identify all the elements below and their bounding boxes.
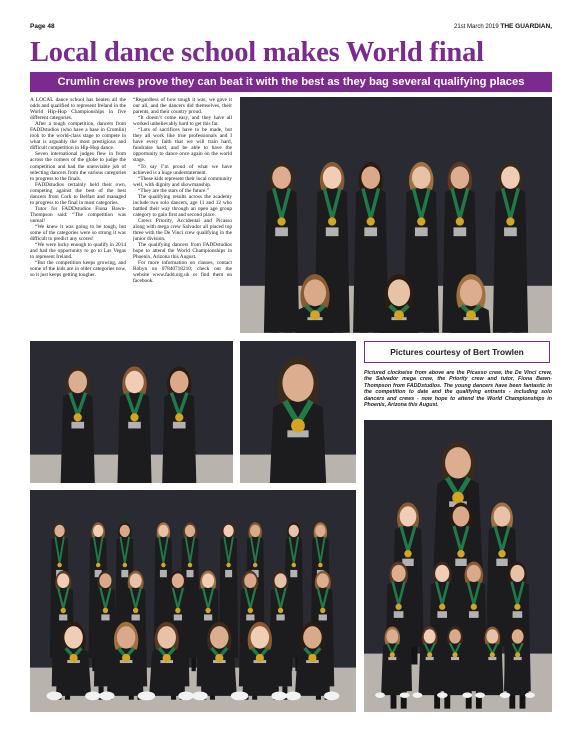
dancer-face <box>64 626 82 648</box>
photo-scene <box>240 341 356 483</box>
medal <box>69 654 77 662</box>
article-paragraph: “It doesn’t come easy, and they have all worked unbelievably hard to get this far. <box>133 115 232 128</box>
dancer-hoodie <box>117 392 152 483</box>
medal <box>133 608 138 613</box>
hoodie-logo <box>326 227 339 236</box>
dancer-hoodie <box>162 392 197 483</box>
dancer-shoe <box>525 692 535 698</box>
medal <box>96 563 101 568</box>
dancer-shoe <box>285 691 300 700</box>
article-paragraph: Tutor for FADDstudios Fiona Bawn-Thompson said: “The competition was unreal! <box>30 205 126 224</box>
dancer-face <box>510 565 524 582</box>
article-paragraph: “Lots of sacrifices have to be made, but they all work like true professionals and I have every faith that we will train hard, fundraise hard, and be able to have the opportunity to dance once again on the world stage. <box>133 127 232 164</box>
hoodie-logo <box>319 614 327 620</box>
dancer-face <box>323 166 342 189</box>
photo-scene <box>364 420 552 712</box>
dancer-shoe <box>140 691 155 700</box>
medal <box>205 608 210 613</box>
dancer-hoodie <box>481 643 503 695</box>
medal <box>328 217 336 225</box>
page-number: Page 48 <box>30 23 55 30</box>
article-paragraph: A LOCAL dance school has beaten all the odds and qualified to represent Ireland in the World Hip-Hop Championships in five different categories. <box>30 97 126 122</box>
article-paragraph: Seven international judges flew in from across the corners of the globe to judge the competition and had the unenviable job of selecting dancers from the various categories to progress to the finals. <box>30 151 126 182</box>
dancer-face <box>486 629 498 643</box>
medal <box>253 563 258 568</box>
dancer-face <box>392 565 406 582</box>
dancer-face <box>93 525 103 537</box>
medal <box>278 608 283 613</box>
article-paragraph: “But the competition keeps growing, and some of the kids are in older categories now, so it just keeps getting tougher. <box>30 260 126 279</box>
photo-salvador-mega-crew <box>30 490 356 712</box>
subheadline: Crumlin crews prove they can beat it with the best as they bag several qualifying places <box>30 72 552 92</box>
hoodie-logo <box>121 570 128 577</box>
hoodie-logo <box>160 570 167 577</box>
dancer-shoe <box>438 692 448 698</box>
medal <box>161 563 166 568</box>
dancer-hoodie <box>381 643 403 695</box>
page-date <box>454 23 552 30</box>
dancer-face <box>424 629 436 643</box>
dancer-face <box>223 525 233 537</box>
dancer-face <box>494 506 511 526</box>
dancer-face <box>304 279 326 306</box>
medal <box>515 652 520 657</box>
medal <box>215 654 223 662</box>
photo-scene <box>240 97 552 333</box>
hoodie-logo <box>469 611 479 618</box>
dancer-face <box>289 525 299 537</box>
medal <box>130 413 138 421</box>
article-paragraph: “They are the stars of the future.” <box>138 187 210 194</box>
medal <box>471 604 477 610</box>
dancer-face <box>130 573 142 588</box>
medal <box>226 563 231 568</box>
dancer-hoodie <box>264 188 299 333</box>
medal <box>427 652 432 657</box>
medal <box>175 608 180 613</box>
dancer-shoe <box>500 692 510 698</box>
hoodie-logo <box>455 559 466 566</box>
medal <box>188 563 193 568</box>
medal <box>367 217 375 225</box>
dancer-face <box>158 525 168 537</box>
dancer-hoodie <box>506 643 528 695</box>
hoodie-logo <box>437 611 447 618</box>
hoodie-logo <box>101 614 109 620</box>
article-column-2 <box>133 97 232 337</box>
article-paragraph: Crews Priority, Accidental and Picasso along with mega crew Salvador all placed top three with the De Vinci crew qualifying in the junior division. <box>133 217 232 243</box>
dancer-shoe <box>375 692 385 698</box>
dancer-face <box>460 279 482 306</box>
dancer-shoe <box>271 691 286 700</box>
medal <box>61 608 66 613</box>
dancer-face <box>315 525 325 537</box>
dancer-leg <box>192 658 196 671</box>
dancer-face <box>120 525 130 537</box>
medal <box>277 217 285 225</box>
medal <box>394 310 404 320</box>
hoodie-logo <box>513 611 523 618</box>
photo-scene <box>30 490 356 712</box>
medal <box>452 492 463 503</box>
dancer-face <box>412 166 431 189</box>
article-paragraph: “To say I’m proud of what we have achieved is a huge understatement. <box>133 163 232 176</box>
hoodie-logo <box>364 227 377 236</box>
dancer-hoodie <box>493 188 528 333</box>
dancer-face <box>251 626 269 648</box>
dancer-face <box>170 371 189 393</box>
hoodie-logo <box>290 570 297 577</box>
dancer-shoe <box>99 691 114 700</box>
dancer-face <box>272 166 291 189</box>
medal <box>291 419 305 433</box>
dancer-face <box>57 573 69 588</box>
article-paragraph: “We were lucky enough to qualify in 2014 and had the opportunity to go to Las Vegas to represent Ireland. <box>30 242 126 261</box>
headline: Local dance school makes World final <box>30 37 484 68</box>
photo-scene <box>30 341 233 483</box>
dancer-face <box>400 506 417 526</box>
dancer-shoe <box>178 691 193 700</box>
hoodie-logo <box>415 227 428 236</box>
dancer-shoe <box>475 692 485 698</box>
dancer-face <box>68 371 87 393</box>
hoodie-logo <box>496 559 507 566</box>
medal <box>103 608 108 613</box>
dancer-face <box>244 573 256 588</box>
article-paragraph: “Regardless of how tough it was, we gave it our all, and the dancers did themselves, their parents, and their country proud. <box>133 97 232 116</box>
article-paragraph: The qualifying dancers from FADDstudios hope to attend the World Championships in Phoenix, Arizona this August. <box>133 242 232 261</box>
medal <box>175 413 183 421</box>
dancer-face <box>467 565 481 582</box>
medal <box>248 608 253 613</box>
hoodie-logo <box>454 227 467 236</box>
medal <box>404 550 411 557</box>
hoodie-logo <box>59 614 67 620</box>
hoodie-logo <box>275 227 288 236</box>
medal <box>514 604 520 610</box>
article-column-1 <box>30 97 126 337</box>
issue-date: 21st March 2019 <box>453 24 499 30</box>
hoodie-logo <box>128 422 141 429</box>
dancer-shoe <box>85 691 100 700</box>
medal <box>452 652 457 657</box>
dancer-face <box>99 573 111 588</box>
hoodie-logo <box>204 614 212 620</box>
page-header <box>30 22 552 34</box>
hoodie-logo <box>174 614 182 620</box>
medal <box>498 550 505 557</box>
dancer-face <box>157 626 175 648</box>
dancer-shoe <box>47 691 62 700</box>
dancer-shoe <box>462 692 472 698</box>
medal <box>466 310 476 320</box>
hoodie-logo <box>132 614 140 620</box>
medal <box>417 217 425 225</box>
dancer-face <box>172 573 184 588</box>
dancer-shoe <box>400 692 410 698</box>
dancer-face <box>453 506 470 526</box>
dancer-face <box>512 629 524 643</box>
hoodie-logo <box>276 614 284 620</box>
photo-picasso-crew <box>240 97 552 333</box>
article-paragraph: “We knew it was going to be tough, but some of the categories were so strong it was difficult to predict any scores! <box>30 223 126 243</box>
hoodie-logo <box>187 570 194 577</box>
photo-caption: Pictured clockwise from above are the Picasso crew, the De Vinci crew, the Salvador mega crew, the Priority crew and tutor, Fiona Bawn-Thompson from FADDstudios. The young dancers have been fantastic in the competition to date and the qualifying entrants - including solo dancers and crews - now hope to attend the World Championships in Phoenix, Arizona this August. <box>364 370 552 409</box>
photo-priority-crew <box>364 420 552 712</box>
hoodie-logo <box>504 227 517 236</box>
photo-tutor-fiona <box>240 341 356 483</box>
photo-de-vinci-crew <box>30 341 233 483</box>
dancer-face <box>125 371 144 393</box>
dancer-shoe <box>412 692 422 698</box>
medal <box>490 652 495 657</box>
medal <box>395 604 401 610</box>
dancer-face <box>202 573 214 588</box>
medal <box>123 563 128 568</box>
hoodie-logo <box>173 422 186 429</box>
medal <box>457 550 464 557</box>
medal <box>122 654 130 662</box>
dancer-shoe <box>192 691 207 700</box>
dancer-face <box>501 166 520 189</box>
dancer-face <box>317 573 329 588</box>
medal <box>506 217 514 225</box>
dancer-face <box>54 525 64 537</box>
dancer-face <box>185 525 195 537</box>
medal <box>163 654 171 662</box>
hoodie-logo <box>71 422 84 429</box>
dancer-shoe <box>233 691 248 700</box>
dancer-face <box>303 626 321 648</box>
medal <box>310 310 320 320</box>
hoodie-logo <box>225 570 232 577</box>
dancer-face <box>282 364 313 402</box>
article-paragraph: The qualifying results across the academy include two solo dancers, age 11 and 12 who battled their way through an open age group category to gain first and second place. <box>133 193 232 218</box>
dancer-face <box>449 629 461 643</box>
article-paragraph: “These kids represent their local community well, with dignity and showmanship. <box>133 175 232 188</box>
article-paragraph: For more information on classes, contact Robyn on 07840718210; check out the website www.fadd.org.uk or find them on facebook. <box>133 260 232 285</box>
dancer-hoodie <box>418 643 440 695</box>
dancer-face <box>386 629 398 643</box>
photo-credit: Pictures courtesy of Bert Trowlen <box>364 341 550 363</box>
publication-name: THE GUARDIAN, <box>500 23 552 30</box>
dancer-hoodie <box>60 392 95 483</box>
dancer-face <box>388 279 410 306</box>
hoodie-logo <box>394 611 404 618</box>
article-paragraph: FADDstudios certainly held their own, competing against the best of the best dancers from Cork to Belfast and managed to progress to the final in most categories. <box>30 181 126 206</box>
dancer-face <box>451 166 470 189</box>
dancer-face <box>250 525 260 537</box>
medal <box>439 604 445 610</box>
article-paragraph: After a tough competition, dancers from FADDstudios (who have a base in Crumlin) took to the world-class stage to compete in what is arguably the most prestigious and difficult competition in Hip-Hop dance. <box>30 121 126 152</box>
dancer-face <box>210 626 228 648</box>
dancer-face <box>435 565 449 582</box>
dancer-shoe <box>324 691 339 700</box>
medal <box>74 413 82 421</box>
medal <box>256 654 264 662</box>
dancer-face <box>117 626 135 648</box>
medal <box>390 652 395 657</box>
dancer-leg <box>411 647 418 665</box>
medal <box>456 217 464 225</box>
dancer-face <box>274 573 286 588</box>
dancer-face <box>361 166 380 189</box>
medal <box>308 654 316 662</box>
medal <box>292 563 297 568</box>
medal <box>320 608 325 613</box>
medal <box>318 563 323 568</box>
hoodie-logo <box>246 614 254 620</box>
dancer-hoodie <box>268 400 327 483</box>
medal <box>57 563 62 568</box>
dancer-face <box>445 447 471 478</box>
dancer-hoodie <box>444 643 466 695</box>
